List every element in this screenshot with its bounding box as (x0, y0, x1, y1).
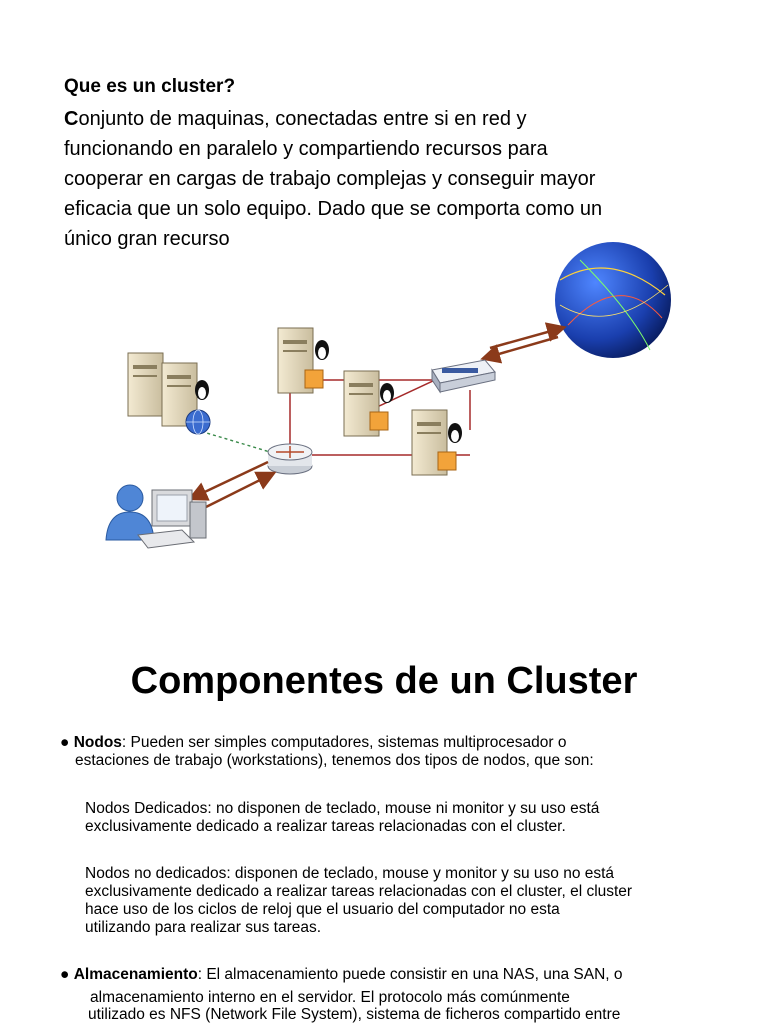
bullet: ● (60, 734, 70, 751)
almacenamiento-item (60, 966, 623, 983)
server-icon (128, 353, 163, 416)
nodos-text: : Pueden ser simples computadores, sistemas multiprocesador o (121, 734, 567, 751)
no-dedicados-line: utilizando para realizar sus tareas. (85, 919, 322, 936)
intro-first-letter: C (64, 108, 79, 130)
no-dedicados-line: hace uso de los ciclos de reloj que el usuario del computador no esta (85, 901, 560, 918)
server-icon (278, 328, 329, 393)
dedicados-line: exclusivamente dedicado a realizar tareas relacionadas con el cluster. (85, 818, 566, 835)
almacenamiento-label: Almacenamiento (73, 966, 198, 983)
linux-penguin-icon (195, 380, 209, 400)
arrow-to-router (200, 474, 272, 510)
intro-line: funcionando en paralelo y compartiendo recursos para (64, 138, 548, 160)
nodos-label: Nodos (73, 734, 122, 751)
router-icon (268, 444, 312, 474)
almacenamiento-line: utilizado es NFS (Network File System), sistema de ficheros compartido entre (88, 1006, 621, 1023)
intro-line: eficacia que un solo equipo. Dado que se comporta como un (64, 198, 603, 220)
nodos-item (60, 734, 566, 751)
bullet: ● (60, 966, 70, 983)
intro-paragraph (64, 104, 704, 254)
almacenamiento-text: : El almacenamiento puede consistir en una NAS, una SAN, o (197, 966, 623, 983)
almacenamiento-line: almacenamiento interno en el servidor. El protocolo más comúnmente (90, 989, 570, 1006)
globe-icon (555, 242, 671, 358)
no-dedicados-line: Nodos no dedicados: disponen de teclado, mouse y monitor y su uso no está (85, 865, 615, 882)
globe-small-icon (186, 410, 210, 434)
intro-line (64, 104, 704, 134)
dedicados-line: Nodos Dedicados: no disponen de teclado, mouse ni monitor y su uso está (85, 800, 600, 817)
intro-line: único gran recurso (64, 228, 230, 250)
user-icon (106, 485, 154, 540)
arrow-to-workstation (192, 462, 268, 498)
nodos-line: estaciones de trabajo (workstations), tenemos dos tipos de nodos, que son: (75, 752, 594, 769)
section-heading: Componentes de un Cluster (130, 660, 638, 702)
cluster-diagram (90, 240, 690, 570)
section-title: Que es un cluster? (64, 76, 236, 97)
server-icon (412, 410, 462, 475)
switch-icon (432, 360, 495, 392)
intro-line-text: onjunto de maquinas, conectadas entre si en red y (78, 108, 527, 130)
no-dedicados-line: exclusivamente dedicado a realizar tareas relacionadas con el cluster, el cluster (85, 883, 633, 900)
intro-line: cooperar en cargas de trabajo complejas y conseguir mayor (64, 168, 596, 190)
